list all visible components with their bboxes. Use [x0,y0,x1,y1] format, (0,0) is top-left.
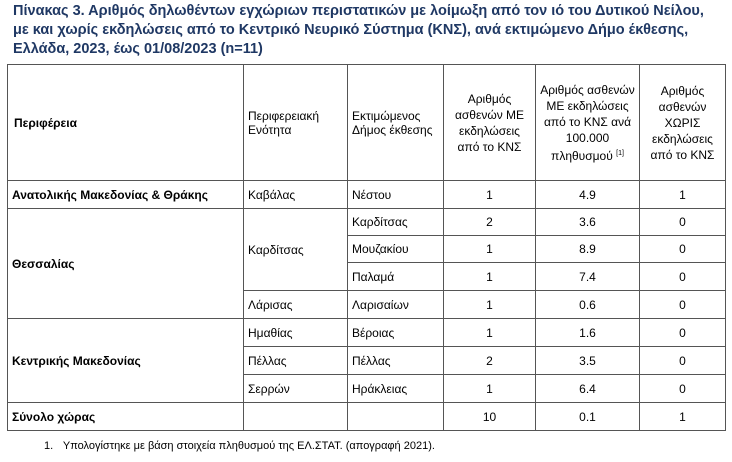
without-cns-cell: 0 [640,263,726,291]
footnote-text: Υπολογίστηκε με βάση στοιχεία πληθυσμού της ΕΛ.ΣΤΑΤ. (απογραφή 2021). [62,440,435,452]
rate-cell: 1.6 [536,319,640,347]
regional-unit-cell: Πέλλας [244,347,348,375]
with-cns-cell: 1 [444,319,536,347]
without-cns-cell: 1 [640,181,726,209]
municipality-cell: Μουζακίου [348,236,444,263]
with-cns-cell: 1 [444,263,536,291]
header-row [8,65,726,181]
table-row [8,209,726,236]
municipality-cell: Νέστου [348,181,444,209]
table-row [8,181,726,209]
region-cell: Κεντρικής Μακεδονίας [8,319,244,403]
header-rate [536,65,640,181]
rate-cell: 4.9 [536,181,640,209]
regional-unit-cell: Καβάλας [244,181,348,209]
rate-cell: 3.6 [536,209,640,236]
municipality-cell: Ηράκλειας [348,375,444,403]
without-cns-cell: 0 [640,209,726,236]
region-cell: Θεσσαλίας [8,209,244,319]
footnote [44,440,435,452]
with-cns-cell: 1 [444,181,536,209]
total-label: Σύνολο χώρας [8,403,244,431]
without-cns-cell: 0 [640,375,726,403]
rate-cell: 6.4 [536,375,640,403]
regional-unit-cell: Λάρισας [244,291,348,319]
without-cns-cell: 0 [640,319,726,347]
total-row [8,403,726,431]
municipality-cell: Πέλλας [348,347,444,375]
rate-cell: 0.6 [536,291,640,319]
header-rate-text: Αριθμός ασθενών ΜΕ εκδηλώσεις από το ΚΝΣ ανά 100.000 πληθυσμού [540,82,635,163]
regional-unit-cell: Ημαθίας [244,319,348,347]
empty-cell [244,403,348,431]
cases-table [7,64,726,431]
footnote-number: 1. [44,440,54,452]
with-cns-cell: 2 [444,347,536,375]
regional-unit-cell: Σερρών [244,375,348,403]
without-cns-cell: 0 [640,291,726,319]
header-with-cns: Αριθμός ασθενών ΜΕ εκδηλώσεις από το ΚΝΣ [444,65,536,181]
rate-cell: 3.5 [536,347,640,375]
region-cell: Ανατολικής Μακεδονίας & Θράκης [8,181,244,209]
without-cns-cell: 0 [640,236,726,263]
rate-cell: 8.9 [536,236,640,263]
with-cns-cell: 2 [444,209,536,236]
with-cns-cell: 1 [444,291,536,319]
municipality-cell: Παλαμά [348,263,444,291]
table-row [8,319,726,347]
regional-unit-cell: Καρδίτσας [244,209,348,291]
total-with-cns: 10 [444,403,536,431]
header-region: Περιφέρεια [8,65,244,181]
header-municipality: Εκτιμώμενος Δήμος έκθεσης [348,65,444,181]
with-cns-cell: 1 [444,375,536,403]
rate-cell: 7.4 [536,263,640,291]
total-rate: 0.1 [536,403,640,431]
total-without-cns: 1 [640,403,726,431]
municipality-cell: Βέροιας [348,319,444,347]
municipality-cell: Καρδίτσας [348,209,444,236]
table-caption: Πίνακας 3. Αριθμός δηλωθέντων εγχώριων περιστατικών με λοίμωξη από τον ιό του Δυτικού Νείλου, με και χωρίς εκδηλώσεις από το Κεντρικό Νευρικό Σύστημα (ΚΝΣ), ανά εκτιμώμενο Δήμο έκθεσης, Ελλάδα, 2023, έως 01/08/2023 (n=11) [13,3,704,57]
header-without-cns: Αριθμός ασθενών ΧΩΡΙΣ εκδηλώσεις από το ΚΝΣ [640,65,726,181]
municipality-cell: Λαρισαίων [348,291,444,319]
empty-cell [348,403,444,431]
header-regional-unit: Περιφερειακή Ενότητα [244,65,348,181]
header-rate-ref: [1] [616,149,624,157]
with-cns-cell: 1 [444,236,536,263]
without-cns-cell: 0 [640,347,726,375]
